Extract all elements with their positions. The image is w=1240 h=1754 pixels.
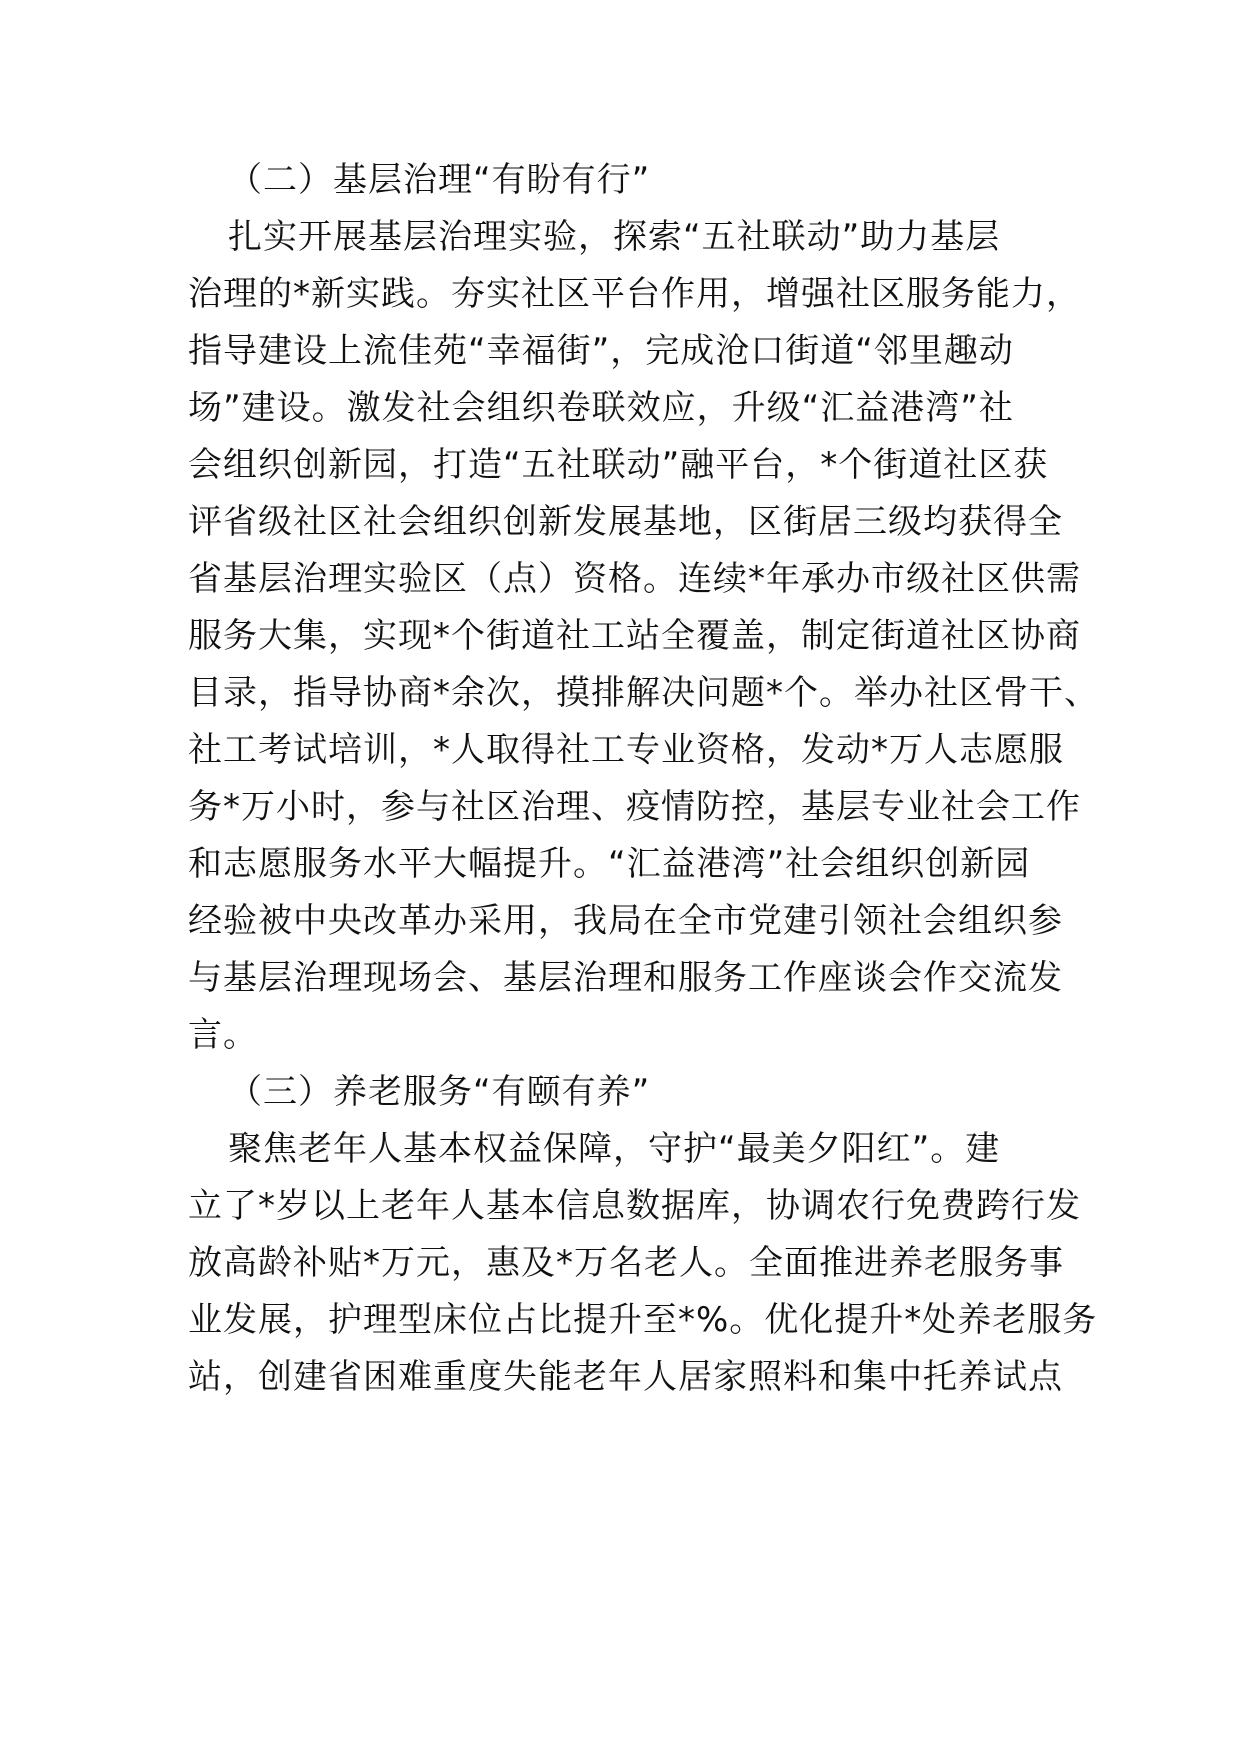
paragraph-line: 站，创建省困难重度失能老年人居家照料和集中托养试点 bbox=[188, 1357, 1063, 1397]
paragraph-line: 务*万小时，参与社区治理、疫情防控，基层专业社会工作 bbox=[188, 787, 1081, 827]
paragraph-line: 服务大集，实现*个街道社工站全覆盖，制定街道社区协商 bbox=[188, 616, 1081, 656]
paragraph-line: 业发展，护理型床位占比提升至*%。优化提升*处养老服务 bbox=[188, 1300, 1098, 1340]
paragraph-line: 省基层治理实验区（点）资格。连续*年承办市级社区供需 bbox=[188, 559, 1081, 599]
paragraph-line: 放高龄补贴*万元，惠及*万名老人。全面推进养老服务事 bbox=[188, 1243, 1064, 1283]
paragraph-line: 治理的*新实践。夯实社区平台作用，增强社区服务能力， bbox=[188, 274, 1081, 314]
section-heading-3: （三）养老服务“有颐有养” bbox=[228, 1072, 651, 1112]
paragraph-line: 立了*岁以上老年人基本信息数据库，协调农行免费跨行发 bbox=[188, 1186, 1081, 1226]
paragraph-line: 场”建设。激发社会组织卷联效应，升级“汇益港湾”社 bbox=[188, 388, 1014, 428]
paragraph-line: 指导建设上流佳苑“幸福街”，完成沧口街道“邻里趣动 bbox=[188, 331, 1014, 371]
paragraph-line: 聚焦老年人基本权益保障，守护“最美夕阳红”。建 bbox=[228, 1129, 1001, 1169]
paragraph-line: 与基层治理现场会、基层治理和服务工作座谈会作交流发 bbox=[188, 958, 1063, 998]
paragraph-line: 扎实开展基层治理实验，探索“五社联动”助力基层 bbox=[228, 217, 1001, 257]
paragraph-line: 社工考试培训，*人取得社工专业资格，发动*万人志愿服 bbox=[188, 730, 1064, 770]
section-heading-2: （二）基层治理“有盼有行” bbox=[228, 160, 651, 200]
paragraph-line: 目录，指导协商*余次，摸排解决问题*个。举办社区骨干、 bbox=[188, 673, 1099, 713]
paragraph-line: 言。 bbox=[188, 1015, 258, 1055]
paragraph-line: 会组织创新园，打造“五社联动”融平台，*个街道社区获 bbox=[188, 445, 1049, 485]
paragraph-line: 和志愿服务水平大幅提升。“汇益港湾”社会组织创新园 bbox=[188, 844, 1031, 884]
paragraph-line: 经验被中央改革办采用，我局在全市党建引领社会组织参 bbox=[188, 901, 1063, 941]
paragraph-line: 评省级社区社会组织创新发展基地，区街居三级均获得全 bbox=[188, 502, 1063, 542]
